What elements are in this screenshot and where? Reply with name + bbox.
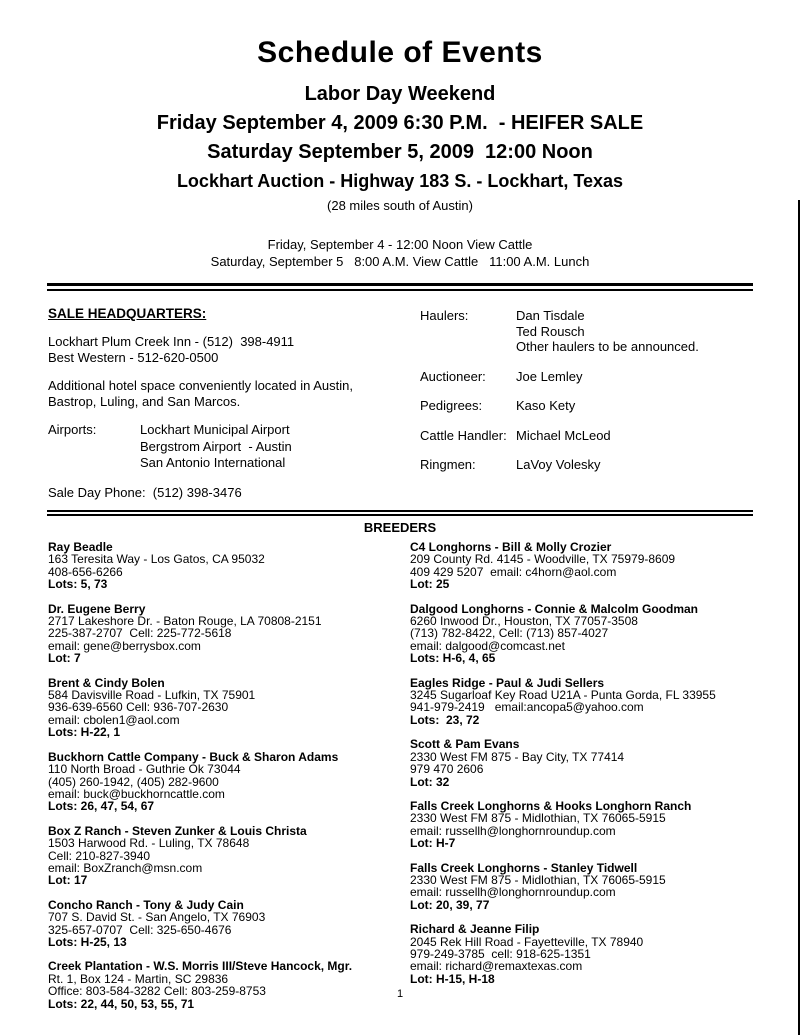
breeder-phone: (713) 782-8422, Cell: (713) 857-4027 (410, 626, 609, 641)
breeder-lots: Lot: H-15, H-18 (410, 971, 495, 986)
breeder-lots: Lots: 26, 47, 54, 67 (48, 799, 155, 814)
staff-label: Haulers: (420, 308, 469, 323)
breeder-phone: 325-657-0707 Cell: 325-650-4676 (48, 922, 232, 937)
hotel-note-line: Bastrop, Luling, and San Marcos. (48, 393, 241, 409)
breeder-name: Buckhorn Cattle Company - Buck & Sharon Adams (48, 749, 339, 764)
staff-values (516, 308, 699, 355)
breeder-name: Brent & Cindy Bolen (48, 675, 165, 690)
hotel-note-line: Additional hotel space conveniently located in Austin, (48, 378, 353, 393)
staff-label: Pedigrees: (420, 398, 483, 413)
breeder-address: 707 S. David St. - San Angelo, TX 76903 (48, 910, 266, 925)
event-location: Lockhart Auction - Highway 183 S. - Lockhart, Texas (176, 171, 624, 191)
breeder-lots: Lot: 25 (410, 577, 450, 592)
breeder-address: 3245 Sugarloaf Key Road U21A - Punta Gorda, FL 33955 (410, 688, 716, 703)
breeder-name: Falls Creek Longhorns & Hooks Longhorn Ranch (410, 798, 692, 813)
hotel-list (48, 334, 420, 365)
staff-value: Michael McLeod (516, 427, 611, 443)
info-section (0, 291, 800, 500)
breeder-address: 2330 West FM 875 - Midlothian, TX 76065-5915 (410, 872, 666, 887)
breeder-phone: 941-979-2419 email:ancopa5@yahoo.com (410, 700, 644, 715)
breeder-name: Concho Ranch - Tony & Judy Cain (48, 897, 244, 912)
breeder-address: 6260 Inwood Dr., Houston, TX 77057-3508 (410, 614, 638, 629)
event-subtitle-weekend: Labor Day Weekend (304, 83, 496, 105)
breeder-address: 1503 Harwood Rd. - Luling, TX 78648 (48, 836, 250, 851)
breeders-section (0, 535, 800, 1022)
sale-staff-column (420, 306, 758, 500)
breeder-phone: 936-639-6560 Cell: 936-707-2630 (48, 700, 229, 715)
staff-row-cattle-handler (420, 428, 758, 444)
staff-value: LaVoy Volesky (516, 457, 601, 472)
breeder-lots: Lot: 20, 39, 77 (410, 897, 490, 912)
staff-row-ringmen (420, 457, 758, 473)
breeder-entry (410, 738, 758, 788)
breeder-entry (48, 677, 403, 739)
breeder-name: Dr. Eugene Berry (48, 601, 146, 616)
staff-row-haulers (420, 308, 758, 355)
breeder-name: Richard & Jeanne Filip (410, 922, 540, 937)
breeder-email: email: russellh@longhornroundup.com (410, 823, 616, 838)
breeder-lots: Lots: H-25, 13 (48, 934, 127, 949)
breeder-phone: (405) 260-1942, (405) 282-9600 (48, 774, 219, 789)
breeder-name: C4 Longhorns - Bill & Molly Crozier (410, 540, 612, 554)
page-title: Schedule of Events (257, 36, 543, 69)
staff-value: Kaso Kety (516, 398, 576, 413)
event-subtitle-saturday: Saturday September 5, 2009 12:00 Noon (207, 141, 593, 163)
breeder-entry (48, 960, 403, 1010)
staff-label: Auctioneer: (420, 368, 486, 384)
breeder-email: email: richard@remaxtexas.com (410, 959, 583, 974)
breeder-address: 209 County Rd. 4145 - Woodville, TX 75979-8609 (410, 552, 676, 567)
breeder-entry (410, 603, 758, 665)
breeder-address: Rt. 1, Box 124 - Martin, SC 29836 (48, 971, 229, 986)
breeder-lots: Lot: H-7 (410, 836, 456, 851)
breeder-entry (410, 541, 758, 591)
breeder-address: 163 Teresita Way - Los Gatos, CA 95032 (48, 552, 265, 567)
breeder-entry (48, 751, 403, 813)
staff-value: Ted Rousch (516, 323, 585, 339)
document-header (0, 0, 800, 270)
breeder-address: 584 Davisville Road - Lufkin, TX 75901 (48, 688, 256, 703)
breeder-email: email: BoxZranch@msn.com (48, 860, 203, 875)
breeder-entry (410, 800, 758, 850)
breeder-email: email: cbolen1@aol.com (48, 712, 180, 727)
sale-day-phone: Sale Day Phone: (512) 398-3476 (48, 484, 242, 500)
breeder-entry (410, 923, 758, 985)
divider-double-rule-breeders (47, 510, 753, 516)
breeder-lots: Lot: 7 (48, 651, 81, 666)
breeder-name: Ray Beadle (48, 540, 113, 554)
page-number: 1 (396, 988, 404, 1000)
breeder-address: 2330 West FM 875 - Midlothian, TX 76065-5915 (410, 811, 666, 826)
breeder-email: email: gene@berrysbox.com (48, 638, 201, 653)
breeder-phone: 409 429 5207 email: c4horn@aol.com (410, 564, 617, 579)
breeders-column-right (403, 541, 758, 1022)
staff-row-auctioneer (420, 369, 758, 385)
hotel-line: Lockhart Plum Creek Inn - (512) 398-4911 (48, 334, 295, 349)
breeder-address: 2717 Lakeshore Dr. - Baton Rouge, LA 70808-2151 (48, 614, 322, 629)
viewing-schedule-saturday: Saturday, September 5 8:00 A.M. View Cattle 11:00 A.M. Lunch (210, 254, 590, 269)
breeder-name: Eagles Ridge - Paul & Judi Sellers (410, 675, 605, 690)
sale-headquarters-column (48, 306, 420, 500)
breeders-column-left (48, 541, 403, 1022)
event-subtitle-friday: Friday September 4, 2009 6:30 P.M. - HEIFER SALE (156, 112, 644, 134)
breeder-name: Creek Plantation - W.S. Morris III/Steve Hancock, Mgr. (48, 959, 353, 974)
airport-item: San Antonio International (140, 455, 286, 470)
viewing-schedule-friday: Friday, September 4 - 12:00 Noon View Cattle (267, 237, 533, 252)
breeder-email: email: russellh@longhornroundup.com (410, 885, 616, 900)
breeder-lots: Lots: 22, 44, 50, 53, 55, 71 (48, 996, 195, 1011)
airports-list (140, 422, 292, 472)
hotel-line: Best Western - 512-620-0500 (48, 349, 219, 365)
staff-value: Joe Lemley (516, 368, 583, 384)
sale-headquarters-heading: SALE HEADQUARTERS: (48, 306, 207, 321)
airport-item: Bergstrom Airport - Austin (140, 438, 292, 454)
breeder-address: 2045 Rek Hill Road - Fayetteville, TX 78940 (410, 934, 644, 949)
breeder-entry (48, 899, 403, 949)
hotel-note (48, 378, 420, 409)
staff-label: Ringmen: (420, 457, 476, 472)
breeder-phone: 225-387-2707 Cell: 225-772-5618 (48, 626, 232, 641)
breeder-email: email: dalgood@comcast.net (410, 638, 565, 653)
breeder-entry (48, 603, 403, 665)
breeder-address: 110 North Broad - Guthrie Ok 73044 (48, 762, 241, 777)
breeder-name: Dalgood Longhorns - Connie & Malcolm Goodman (410, 601, 698, 616)
airports-row (48, 422, 420, 472)
breeder-email: email: buck@buckhorncattle.com (48, 786, 225, 801)
breeder-entry (410, 677, 758, 727)
breeders-heading: BREEDERS (363, 520, 437, 535)
breeder-address: 2330 West FM 875 - Bay City, TX 77414 (410, 749, 625, 764)
staff-value: Other haulers to be announced. (516, 339, 699, 354)
event-location-note: (28 miles south of Austin) (327, 198, 473, 213)
staff-label: Cattle Handler: (420, 427, 507, 443)
breeder-lots: Lot: 32 (410, 774, 450, 789)
breeder-entry (48, 541, 403, 591)
breeder-lots: Lots: H-6, 4, 65 (410, 651, 496, 666)
breeder-phone: 408-656-6266 (48, 564, 123, 579)
breeder-lots: Lots: H-22, 1 (48, 725, 121, 740)
viewing-schedule (0, 236, 800, 270)
breeder-phone: Office: 803-584-3282 Cell: 803-259-8753 (48, 984, 266, 999)
breeder-lots: Lot: 17 (48, 873, 88, 888)
breeder-entry (48, 825, 403, 887)
breeder-name: Scott & Pam Evans (410, 737, 520, 752)
staff-value: Dan Tisdale (516, 308, 585, 323)
airport-item: Lockhart Municipal Airport (140, 422, 290, 437)
airports-label: Airports: (48, 422, 97, 437)
divider-double-rule-top (47, 283, 753, 291)
breeder-lots: Lots: 23, 72 (410, 712, 480, 727)
breeder-name: Box Z Ranch - Steven Zunker & Louis Christa (48, 823, 307, 838)
breeder-phone: 979 470 2606 (410, 762, 484, 777)
breeder-lots: Lots: 5, 73 (48, 577, 108, 592)
breeder-phone: 979-249-3785 cell: 918-625-1351 (410, 946, 591, 961)
staff-row-pedigrees (420, 398, 758, 414)
breeder-name: Falls Creek Longhorns - Stanley Tidwell (410, 860, 638, 875)
breeder-entry (410, 862, 758, 912)
breeder-phone: Cell: 210-827-3940 (48, 848, 151, 863)
